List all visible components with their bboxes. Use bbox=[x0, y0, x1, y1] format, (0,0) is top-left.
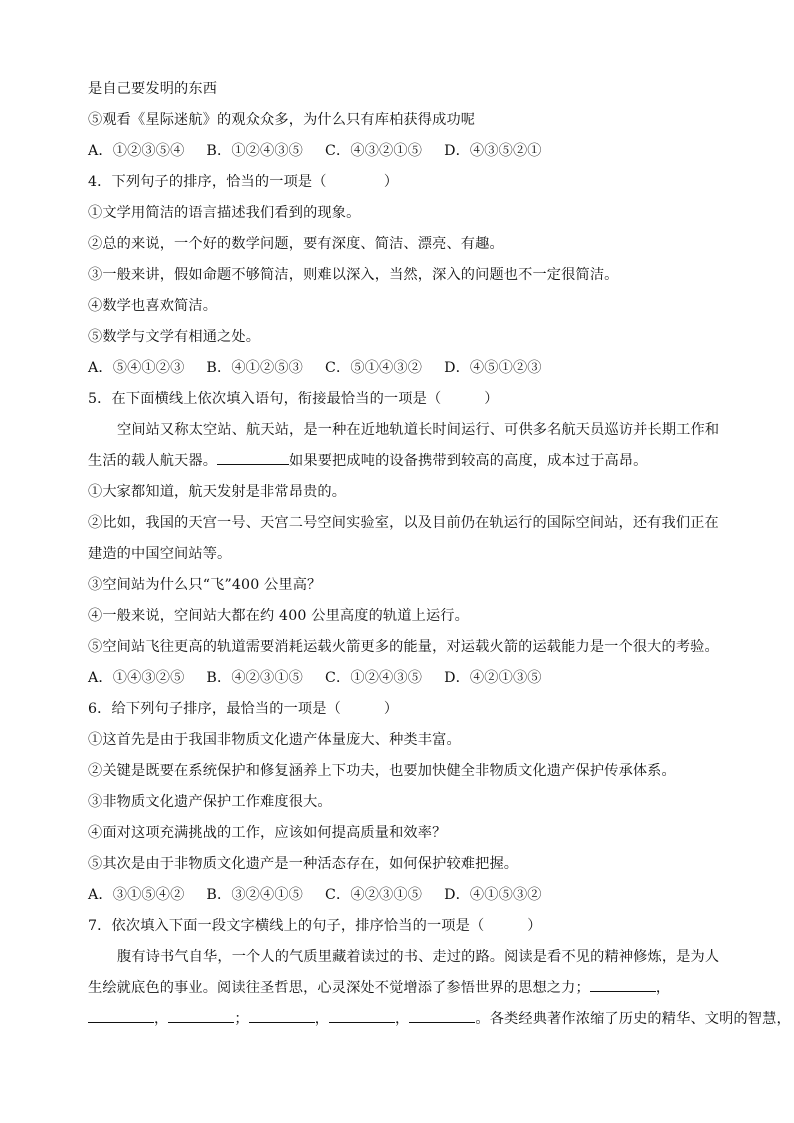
q5-sentence-5: ⑤空间站飞往更高的轨道需要消耗运载火箭更多的能量，对运载火箭的运载能力是一个很大的考验。 bbox=[88, 639, 719, 655]
q4-sentence-2: ②总的来说，一个好的数学问题，要有深度、简洁、漂亮、有趣。 bbox=[88, 236, 504, 252]
q6-sentence-1: ①这首先是由于我国非物质文化遗产体量庞大、种类丰富。 bbox=[88, 732, 461, 748]
q5-sentence-4: ④一般来说，空间站大都在约 400 公里高度的轨道上运行。 bbox=[88, 608, 469, 624]
q5-sentence-1: ①大家都知道，航天发射是非常昂贵的。 bbox=[88, 484, 347, 500]
q4-choices bbox=[88, 353, 718, 384]
text-line: ⑤观看《星际迷航》的观众众多，为什么只有库柏获得成功呢 bbox=[88, 112, 476, 128]
q6-sentence-2: ②关键是既要在系统保护和修复涵养上下功夫，也要加快健全非物质文化遗产保护传承体系。 bbox=[88, 763, 676, 779]
fill-blank bbox=[168, 1008, 234, 1023]
choice-b: B．①②④③⑤ bbox=[206, 143, 304, 159]
q7-stem: 7．依次填入下面一段文字横线上的句子，排序恰当的一项是（ ） bbox=[88, 918, 542, 934]
q4-sentence-1: ①文学用简洁的语言描述我们看到的现象。 bbox=[88, 205, 361, 221]
text-segment: ， bbox=[395, 1011, 410, 1027]
text-segment: 。各类经典著作浓缩了历史的精华、文明的智慧， bbox=[475, 1011, 791, 1027]
q5-sentence-2b: 建造的中国空间站等。 bbox=[88, 546, 232, 562]
q5-paragraph-line-1: 空间站又称太空站、航天站，是一种在近地轨道长时间运行、可供多名航天员巡访并长期工作和 bbox=[117, 422, 720, 438]
q6-choices bbox=[88, 880, 718, 911]
choice-c: C．⑤①④③② bbox=[325, 360, 423, 376]
q6-sentence-3: ③非物质文化遗产保护工作难度很大。 bbox=[88, 794, 332, 810]
q5-sentence-3: ③空间站为什么只“飞”400 公里高？ bbox=[88, 577, 322, 593]
choice-c: C．④②③①⑤ bbox=[325, 887, 423, 903]
q4-sentence-3: ③一般来讲，假如命题不够简洁，则难以深入，当然，深入的问题也不一定很简洁。 bbox=[88, 267, 619, 283]
choice-b: B．④②③①⑤ bbox=[206, 670, 304, 686]
text-segment: 如果要把成吨的设备携带到较高的高度，成本过于高昂。 bbox=[289, 453, 648, 469]
choice-a: A．①④③②⑤ bbox=[88, 670, 185, 686]
q4-sentence-5: ⑤数学与文学有相通之处。 bbox=[88, 329, 261, 345]
choice-d: D．④②①③⑤ bbox=[444, 670, 542, 686]
text-segment: 生绘就底色的事业。阅读往圣哲思，心灵深处不觉增添了参悟世界的思想之力； bbox=[88, 980, 590, 996]
text-segment: 生活的载人航天器。 bbox=[88, 453, 218, 469]
q4-stem: 4．下列句子的排序，恰当的一项是（ ） bbox=[88, 174, 399, 190]
choice-d: D．④①⑤③② bbox=[444, 887, 542, 903]
choice-c: C．①②④③⑤ bbox=[325, 670, 423, 686]
text-line: 是自己要发明的东西 bbox=[88, 81, 218, 97]
q7-paragraph-line-2 bbox=[88, 973, 718, 1004]
choice-a: A．③①⑤④② bbox=[88, 887, 185, 903]
choice-d: D．④③⑤②① bbox=[444, 143, 542, 159]
text-segment: ， bbox=[655, 980, 671, 996]
fill-blank bbox=[217, 450, 289, 465]
choice-a: A．①②③⑤④ bbox=[88, 143, 185, 159]
text-segment: ； bbox=[234, 1011, 249, 1027]
choice-b: B．③②④①⑤ bbox=[206, 887, 304, 903]
choice-a: A．⑤④①②③ bbox=[88, 360, 185, 376]
q4-sentence-4: ④数学也喜欢简洁。 bbox=[88, 298, 218, 314]
text-segment: ， bbox=[314, 1011, 330, 1027]
q5-choices bbox=[88, 663, 718, 694]
q5-stem: 5．在下面横线上依次填入语句，衔接最恰当的一项是（ ） bbox=[88, 391, 499, 407]
text-segment: ， bbox=[154, 1011, 169, 1027]
q5-paragraph-line-2 bbox=[88, 446, 718, 477]
q3-choices bbox=[88, 136, 718, 167]
fill-blank bbox=[590, 977, 656, 992]
document-page bbox=[88, 74, 791, 1035]
choice-c: C．④③②①⑤ bbox=[325, 143, 423, 159]
q6-stem: 6．给下列句子排序，最恰当的一项是（ ） bbox=[88, 701, 399, 717]
q5-sentence-2a: ②比如，我国的天宫一号、天宫二号空间实验室，以及目前仍在轨运行的国际空间站，还有我们正在 bbox=[88, 515, 719, 531]
q6-sentence-5: ⑤其次是由于非物质文化遗产是一种活态存在，如何保护较难把握。 bbox=[88, 856, 519, 872]
fill-blank bbox=[329, 1008, 395, 1023]
fill-blank bbox=[249, 1008, 315, 1023]
q6-sentence-4: ④面对这项充满挑战的工作，应该如何提高质量和效率？ bbox=[88, 825, 447, 841]
q7-paragraph-line-3 bbox=[88, 1004, 791, 1035]
choice-b: B．④①②⑤③ bbox=[206, 360, 304, 376]
fill-blank bbox=[88, 1008, 154, 1023]
q7-paragraph-line-1: 腹有诗书气自华，一个人的气质里藏着读过的书、走过的路。阅读是看不见的精神修炼，是为人 bbox=[117, 949, 720, 965]
fill-blank bbox=[409, 1008, 475, 1023]
choice-d: D．④⑤①②③ bbox=[444, 360, 542, 376]
